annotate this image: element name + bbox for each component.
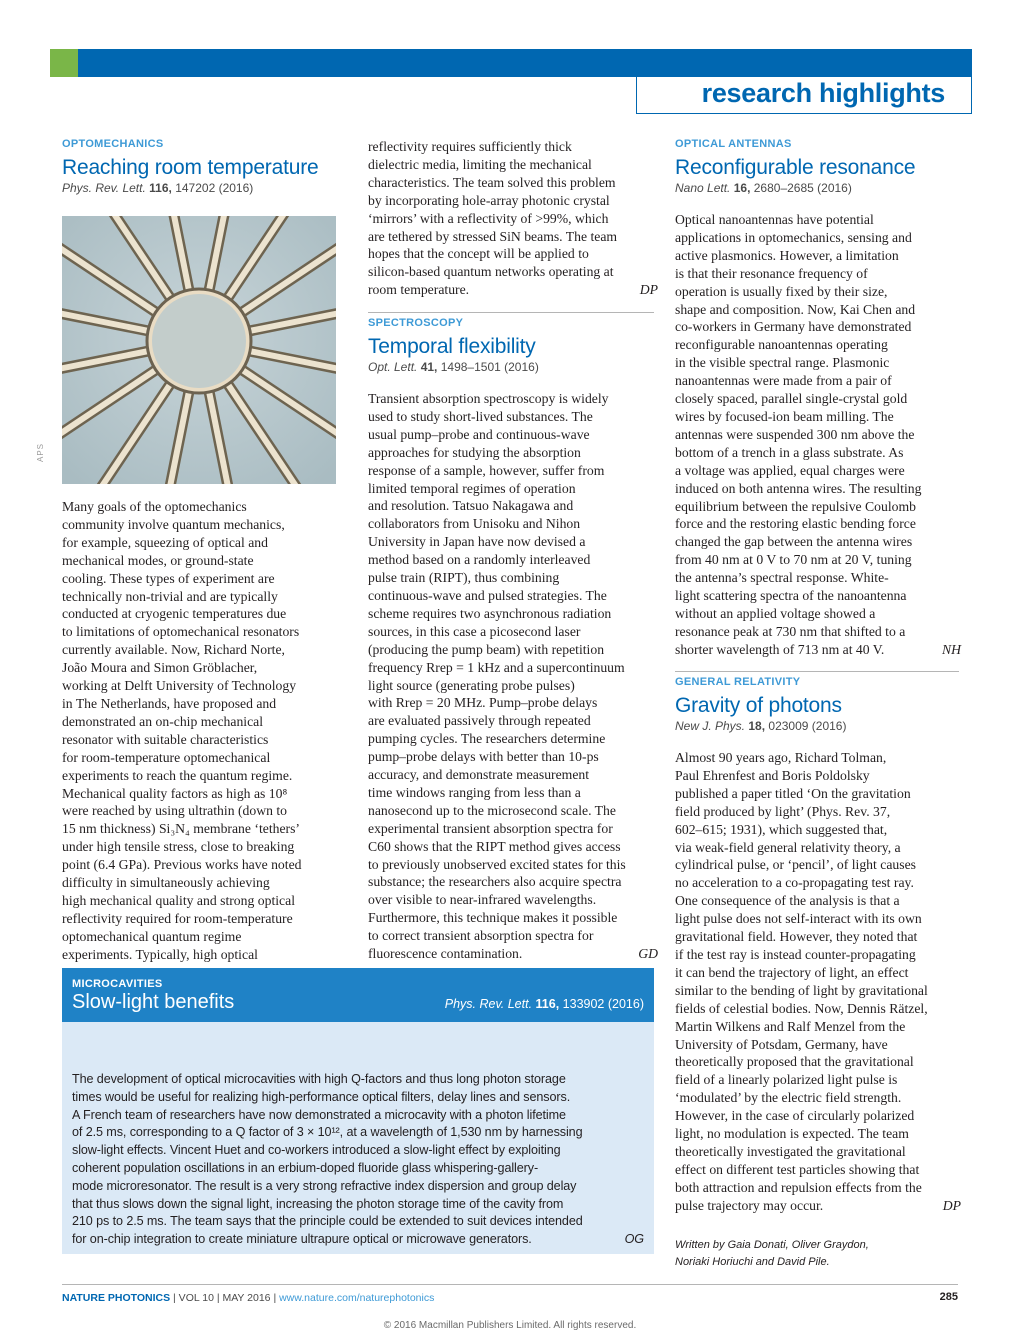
article-kicker: SPECTROSCOPY [368,317,464,329]
text-line: a voltage was applied, equal charges were [675,462,905,478]
text-line: nanoantennas were made from a pair of [675,373,892,389]
article-optical-antennas [675,138,959,199]
text-line: shorter wavelength of 713 nm at 40 V. NH [675,641,961,657]
text-line: reflectivity requires sufficiently thick [368,139,572,154]
author-credits [675,1237,869,1271]
text-line: difficulty in simultaneously achieving [62,875,270,891]
text-line: in the visible spectral range. Plasmonic [675,355,890,371]
text-line: field of a linearly polarized light pulse is [675,1072,898,1088]
ref-volume: 116, [149,181,172,195]
text-line: light pulse does not self-interact with its own [675,911,922,927]
ref-journal: Opt. Lett. [368,360,418,374]
text-line: gravitational field. However, they noted that [675,929,918,945]
text-line: experiments. Typically, high optical [62,946,258,962]
ref-pages: 147202 (2016) [175,181,254,195]
text-line: continuous-wave and pulsed strategies. The [368,587,607,603]
text-line: for room-temperature optomechanical [62,749,271,765]
article-kicker: OPTOMECHANICS [62,138,164,150]
text-line: applications in optomechanics, sensing and [675,229,912,245]
text-line: hopes that the concept will be applied to [368,246,589,262]
article-headline: Temporal flexibility [368,335,536,358]
figure-credit: APS [36,442,45,462]
article-reference [445,997,644,1011]
column-divider [675,671,959,672]
text-line: light scattering spectra of the nanoantenna [675,588,907,604]
text-line: co-workers in Germany have demonstrated [675,319,912,335]
text-line: mode microresonator. The result is a very strong refractive index dispersion and group delay [72,1178,577,1193]
text-line: times would be useful for realizing high-performance optical filters, delay lines and sensors. [72,1089,571,1104]
text-line: similar to the bending of light by gravitational [675,982,928,998]
text-line: both attraction and repulsion effects from the [675,1179,922,1195]
text-line: the antenna’s spectral response. White- [675,570,889,586]
text-line: time windows ranging from less than a [368,784,581,800]
resonator-micrograph [62,216,336,484]
spectroscopy-body [368,390,658,963]
article-headline: Reconfigurable resonance [675,156,916,179]
text-line: equilibrium between the repulsive Coulomb [675,498,917,514]
text-line: closely spaced, parallel single-crystal gold [675,391,908,407]
optical-antennas-body [675,211,961,659]
article-reference [62,181,337,199]
text-line: technically non-trivial and are typically [62,588,278,604]
footer-rule [62,1284,958,1285]
text-line: active plasmonics. However, a limitation [675,247,899,263]
text-line: scheme requires two asynchronous radiation [368,605,612,621]
text-line: theoretically investigated the gravitational [675,1143,906,1159]
credits-line: Written by Gaia Donati, Oliver Graydon, [675,1239,869,1251]
ref-pages: 133902 (2016) [562,997,644,1011]
text-line: effect on different test particles showing that [675,1161,920,1177]
text-line: frequency Rrep = 1 kHz and a supercontinuum [368,659,625,675]
text-line: Many goals of the optomechanics [62,499,247,514]
text-line: pump–probe delays with better than 10-ps [368,749,599,765]
text-line: University of Potsdam, Germany, have [675,1036,888,1052]
footer-citation [62,1292,434,1304]
text-line: under high tensile stress, close to breaking [62,839,295,855]
text-line: method based on a randomly interleaved [368,552,591,568]
text-line: induced on both antenna wires. The resulting [675,480,922,496]
text-line: force and the restoring elastic bending force [675,516,916,532]
text-line: João Moura and Simon Gröblacher, [62,660,258,676]
text-line: coherent population oscillations in an erbium-doped fluoride glass whispering-gallery- [72,1160,539,1175]
text-line: ‘modulated’ by the electric field strength. [675,1090,902,1106]
author-initials: OG [624,1232,644,1247]
footer-url-link[interactable]: www.nature.com/naturephotonics [279,1292,435,1304]
article-headline: Reaching room temperature [62,156,319,179]
text-line: The development of optical microcavities with high Q-factors and thus long photon storage [72,1072,566,1086]
author-initials: GD [638,946,658,962]
text-line: Almost 90 years ago, Richard Tolman, [675,750,887,765]
text-line: to limitations of optomechanical resonators [62,624,300,640]
article-general-relativity [675,676,959,737]
ref-journal: Nano Lett. [675,181,731,195]
text-line: without an applied voltage showed a [675,605,876,621]
text-line: in The Netherlands, have proposed and [62,695,277,711]
text-line: bottom of a trench in a glass substrate. As [675,444,904,460]
general-relativity-body [675,749,961,1215]
ref-volume: 116, [535,997,560,1011]
text-line: accuracy, and demonstrate measurement [368,767,590,783]
text-line: with Rrep = 20 MHz. Pump–probe delays [368,695,598,711]
text-line: reflectivity required for room-temperature [62,910,293,926]
text-line: A French team of researchers have now demonstrated a microcavity with a photon lifetime [72,1107,566,1122]
text-line: cooling. These types of experiment are [62,570,275,586]
text-line: operation is usually fixed by their size, [675,283,888,299]
author-initials: DP [942,1197,961,1213]
text-line: if the test ray is instead counter-propagating [675,946,916,962]
optomechanics-continuation [368,138,658,299]
text-line: collaborators from Unisoku and Nihon [368,516,581,532]
text-line: working at Delft University of Technology [62,678,297,694]
text-line: were reached by using ultrathin (down to [62,803,288,819]
text-line: experimental transient absorption spectra for [368,820,613,836]
text-line: that thus slows down the signal light, increasing the photon storage time of the cavity from [72,1196,564,1211]
membrane-center [152,294,246,388]
ref-journal: Phys. Rev. Lett. [444,997,533,1011]
author-initials: NH [941,641,961,657]
text-line: it can bend the trajectory of light, an effect [675,964,909,980]
text-line: theoretically proposed that the gravitational [675,1054,914,1070]
credits-line: Noriaki Horiuchi and David Pile. [675,1256,830,1268]
header-accent-square [50,49,78,77]
text-line: by incorporating hole-array photonic crystal [368,192,610,208]
article-headline: Gravity of photons [675,694,842,717]
text-line: silicon-based quantum networks operating at [368,264,614,280]
text-line: are tethered by stressed SiN beams. The team [368,228,618,244]
text-line: slow-light effects. Vincent Huet and co-workers introduced a slow-light effect by exploiting [72,1143,561,1158]
text-line: wires by focused-ion beam milling. The [675,408,894,424]
text-line: pulse trajectory may occur. DP [675,1197,961,1213]
footer-issue: | VOL 10 | MAY 2016 | [170,1292,280,1304]
text-line: is that their resonance frequency of [675,265,868,281]
text-line: characteristics. The team solved this problem [368,174,616,190]
text-line: However, in the case of circularly polarized [675,1108,915,1124]
text-line: for example, squeezing of optical and [62,534,268,550]
text-line: usual pump–probe and continuous-wave [368,426,590,442]
text-line: to correct transient absorption spectra for [368,928,594,944]
text-line: pulse train (RIPT), thus combining [368,570,560,586]
ref-journal: Phys. Rev. Lett. [62,181,146,195]
header-bar [78,49,972,77]
text-line: high mechanical quality and strong optical [62,892,296,908]
section-title-box [636,77,972,114]
text-line: nanosecond up to the microsecond scale. The [368,802,616,818]
article-reference [675,181,959,199]
text-line: substance; the researchers also acquire spectra [368,874,622,890]
text-line: dielectric media, limiting the mechanical [368,156,592,172]
text-line: fluorescence contamination. GD [368,946,658,962]
article-reference [368,360,654,378]
text-line: used to study short-lived substances. The [368,408,593,424]
section-title: research highlights [701,78,945,108]
text-line: Transient absorption spectroscopy is widely [368,391,609,406]
text-line: changed the gap between the antenna wires [675,534,913,550]
ref-volume: 16, [733,181,751,195]
text-line: Optical nanoantennas have potential [675,212,874,227]
text-line: fields of celestial bodies. Now, Dennis Rätzel, [675,1000,928,1016]
article-kicker: MICROCAVITIES [72,978,163,990]
text-line: conducted at cryogenic temperatures due [62,606,287,622]
text-line: Furthermore, this technique makes it possible [368,910,618,926]
text-line: of 2.5 ms, corresponding to a Q factor of 3 × 10¹², at a wavelength of 1,530 nm by harnessing [72,1125,583,1140]
text-line: and resolution. Tatsuo Nakagawa and [368,498,574,514]
text-line: sources, in this case a picosecond laser [368,623,581,639]
text-line: from 40 nm at 0 V to 70 nm at 20 V, tuning [675,552,912,568]
text-line: point (6.4 GPa). Previous works have noted [62,857,302,873]
text-line: 210 ps to 2.5 ms. The team says that the principle could be extended to suit devices intended [72,1214,583,1229]
page-number: 285 [939,1291,958,1303]
text-line: 15 nm thickness) Si₃N₄ membrane ‘tethers’ [62,821,300,837]
ref-pages: 023009 (2016) [768,719,847,733]
text-line: field produced by light’ (Phys. Rev. 37, [675,803,891,819]
ref-volume: 41, [420,360,438,374]
article-spectroscopy [368,317,654,378]
text-line: One consequence of the analysis is that a [675,893,900,909]
ref-pages: 2680–2685 (2016) [753,181,852,195]
text-line: mechanical modes, or ground-state [62,552,254,568]
text-line: 602–615; 1931), which suggested that, [675,821,888,837]
text-line: Martin Wilkens and Ralf Menzel from the [675,1018,906,1034]
footer-journal: NATURE PHOTONICS [62,1292,171,1304]
text-line: response of a sample, however, suffer from [368,462,605,478]
text-line: experiments to reach the quantum regime. [62,767,293,783]
text-line: approaches for studying the absorption [368,444,581,460]
text-line: light, no modulation is expected. The team [675,1126,909,1142]
text-line: to previously unobserved excited states for this [368,856,626,872]
text-line: Paul Ehrenfest and Boris Poldolsky [675,767,870,783]
text-line: pumping cycles. The researchers determine [368,731,606,747]
text-line: shape and composition. Now, Kai Chen and [675,301,916,317]
text-line: light source (generating probe pulses) [368,677,575,693]
text-line: limited temporal regimes of operation [368,480,576,496]
text-line: resonance peak at 730 nm that shifted to a [675,623,906,639]
optomechanics-body [62,498,342,964]
author-initials: DP [639,282,658,298]
column-divider [368,312,654,313]
text-line: optomechanical quantum regime [62,928,242,944]
text-line: antennas were suspended 300 nm above the [675,426,915,442]
text-line: no acceleration to a co-propagating test ray. [675,875,914,891]
text-line: published a paper titled ‘On the gravitation [675,785,911,801]
copyright: © 2016 Macmillan Publishers Limited. All rights reserved. [383,1320,637,1331]
article-kicker: GENERAL RELATIVITY [675,676,801,688]
text-line: currently available. Now, Richard Norte, [62,642,285,658]
text-line: community involve quantum mechanics, [62,516,285,532]
text-line: reconfigurable nanoantennas operating [675,337,888,353]
text-line: (producing the pump beam) with repetition [368,641,605,657]
article-optomechanics [62,138,337,199]
text-line: are evaluated passively through repeated [368,713,591,729]
microcavities-header [62,968,654,1022]
article-kicker: OPTICAL ANTENNAS [675,138,792,150]
text-line: resonator with suitable characteristics [62,731,269,747]
text-line: over visible to near-infrared wavelengths. [368,892,597,908]
ref-pages: 1498–1501 (2016) [440,360,539,374]
microcavities-body [62,1022,654,1254]
article-reference [675,719,959,737]
text-line: University in Japan have now devised a [368,534,586,550]
text-line: Mechanical quality factors as high as 10⁸ [62,785,288,801]
ref-volume: 18, [748,719,766,733]
text-line: via weak-field general relativity theory, a [675,839,901,855]
text-line: room temperature. DP [368,282,658,298]
text-line: cylindrical pulse, or ‘pencil’, of light causes [675,857,916,873]
text-line: C60 shows that the RIPT method gives access [368,838,621,854]
text-line: demonstrated an on-chip mechanical [62,713,264,729]
resonator-illustration [62,216,336,484]
text-line: ‘mirrors’ with a reflectivity of >99%, which [368,210,609,226]
ref-journal: New J. Phys. [675,719,746,733]
article-headline: Slow-light benefits [72,991,235,1013]
text-line: for on-chip integration to create miniature ultrapure optical or microwave generators. OG [72,1231,644,1249]
